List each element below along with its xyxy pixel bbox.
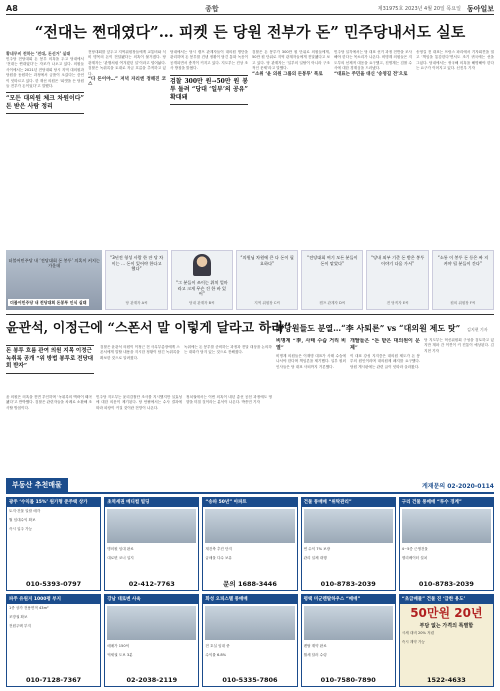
ad-3-building-photo — [205, 509, 294, 543]
ad-1-line-2: 월 임대수익 확보 — [9, 518, 36, 522]
ad-2[interactable] — [104, 497, 199, 591]
issue-meta: 제31975호 2023년 4월 20일 목요일 — [377, 6, 461, 12]
top-col-3 — [170, 50, 248, 250]
top-col-4-text: 검찰은 돈 봉투가 300만 원 단위로 의원들에게, 50만 원 단위로 지역 관계자들에게 전달됐다고 보고 있다. 당 관계자는 ‘일부의 일탈이 아니라 구조적인 문제’라고 말했다. — [252, 50, 330, 71]
right-col-1 — [276, 338, 346, 472]
photo-caption: 더불어민주당 내 ‘전당대회 돈 봉투’ 의혹이 커지는 가운데 — [8, 258, 100, 269]
ad-8-phone: 010-5335-7806 — [222, 676, 278, 684]
ad-6-line-2: 조망권 확보 — [9, 614, 28, 619]
ad-2-title: 초역세권 메디컬 빌딩 — [105, 498, 198, 507]
top-col-1-text: 민주당 전당대회 돈 봉투 의혹을 두고 당내에서 ‘전대는 쩐대였다’는 자조가 나오고 있다. 의원들 사이에서는 2021년 전당대회 당시 지역 대의원과 당원을 동원하는 과정에서 금품이 오갔다는 증언이 잇따르고 있다. 한 재선 의원은 ‘피켓을 든 당원들 전부가 돈이었다’고 말했다. — [6, 57, 84, 89]
ad-4-line-2: 관리 일체 대행 — [303, 556, 327, 560]
ad-9-building-photo — [304, 606, 393, 640]
top-subhead-1: “모든 대의원 체크 차원이다” 돈 받은 사람 정리 — [6, 92, 84, 114]
ad-6[interactable] — [6, 594, 101, 688]
top-minihead-1: “다 돈이야…” 저녁 자리엔 정해진 코스 — [88, 77, 166, 88]
top-col-6 — [416, 50, 494, 250]
promo-phone: 1522-4633 — [426, 676, 466, 684]
right-col-2 — [350, 338, 420, 472]
ad-9-phone: 010-7580-7890 — [320, 676, 376, 684]
ad-5-line-2: 엘리베이터 설치 — [401, 556, 428, 560]
ad-3-line-2: 급매물 다수 보유 — [205, 556, 232, 560]
ad-10-line-2: 즉시 계약 가능 — [401, 639, 425, 644]
ad-5[interactable] — [399, 497, 494, 591]
ad-10-line-1: 시세 대비 20% 저렴 — [401, 630, 435, 635]
ad-2-line-1: 병의원 임대 완료 — [107, 547, 134, 551]
ad-8-title: 화성 오피스텔 통매매 — [203, 595, 296, 604]
ad-9-line-2: 월세 달러 수령 — [303, 652, 327, 657]
quote-text-4: “전당대회 여기 모든 분들이 돈이 맡았다” — [307, 255, 358, 266]
page-header — [6, 3, 494, 15]
realestate-title: 부동산 추천매물 — [6, 478, 68, 492]
quote-source-3: 지역 위원장 C씨 — [254, 301, 280, 305]
ad-8-line-1: 전 호실 임대 중 — [205, 643, 230, 648]
top-minihead-3: “대표는 주민을 대신 ‘송영길 전’으로 — [334, 71, 408, 77]
ad-7-line-2: 역세권 도보 3분 — [107, 652, 133, 657]
promo-number: 50만원 20년 — [410, 605, 483, 620]
quote-box-4 — [301, 250, 363, 310]
top-col-2 — [88, 50, 166, 250]
ad-3-line-1: 재건축 추진 단지 — [205, 547, 232, 551]
top-byline: 황네무비 전하는 ‘전대, 돈선거’ 실태 — [6, 51, 71, 56]
ad-4-title: 건물 통매매 “위탁관리” — [302, 498, 395, 507]
ad-7-phone: 02-2038-2119 — [126, 676, 178, 684]
ad-9-line-1: 렌탈 계약 완료 — [303, 643, 327, 648]
photo-tag: 더불어민주당 내 전당대회 돈봉투 인식 실태 — [10, 300, 87, 305]
promo-line: 부담 없는 가격의 특별함 — [419, 622, 474, 629]
quote-box-5 — [366, 250, 428, 310]
ad-3-phone: 문의 1688-3446 — [223, 579, 277, 588]
quote-box-2 — [171, 250, 233, 310]
ad-7-building-photo — [107, 606, 196, 640]
realestate-contact: 게재문의 02-2020-0114 — [421, 482, 494, 490]
second-col-3: 정치권에서는 이번 의혹이 내년 총선 공천 과정에도 영향을 미칠 것이라는 분석이 나온다. 박종민 기자 — [186, 395, 272, 405]
top-minihead-2: “소위 ‘윤 의원 그룹의 돈봉투’ 폭로 — [252, 71, 323, 77]
quote-source-1: 당 관계자 A씨 — [125, 301, 148, 305]
right-subhead-2: 개딸들은 “돈 받은 대의원이 문제” — [350, 338, 420, 351]
quote-source-5: 전 당직자 E씨 — [386, 301, 409, 305]
ad-8[interactable] — [202, 594, 297, 688]
ad-5-phone: 010-8783-2039 — [418, 579, 474, 588]
ad-6-phone: 010-7128-7367 — [26, 676, 82, 684]
second-col-a2: 녹취에는 돈 봉투를 준비하는 과정과 전달 대상을 논의하는 대화가 담겨 있는 것으로 전해졌다. — [184, 345, 272, 355]
ad-1[interactable] — [6, 497, 101, 591]
ad-6-line-3: 전원주택 부지 — [9, 623, 31, 628]
second-col-a1: 검찰은 윤관석 의원이 이정근 전 사무부총장에게 스폰서에게 말할 내용을 지시한 정황이 담긴 녹취록을 확보한 것으로 알려졌다. — [100, 345, 180, 360]
right-article-body — [276, 338, 494, 472]
quote-text-3: “의원님 차원에 큰 다 돈이 필요하다” — [240, 255, 294, 266]
ad-4[interactable] — [301, 497, 396, 591]
ad-1-phone: 010-5393-0797 — [26, 579, 82, 588]
ad-6-line-1: 1종 상가 전용면적 43m² — [9, 605, 49, 610]
ad-10-promo[interactable] — [399, 594, 494, 688]
top-col-5 — [334, 50, 412, 250]
top-subhead-2: 검찰 300만 원→50만 원 봉투 돌려 “당대 ‘일부’의 공유” 확대돼 — [170, 75, 248, 105]
second-subhead: 돈 봉투 흐름 관여 의원 지목 이정근 녹취록 공개 “위 방법 봉투로 전당대회 받자” — [6, 345, 94, 374]
top-col-5-text: 민주당 일각에서는 당 대표 선거 과정 전반을 조사해야 한다는 목소리가 나온다. 비명계 의원들은 지도부의 선제적 대응을 요구했고, 친명계는 검찰 수사에 대한 경계심을 드러냈다. — [334, 50, 412, 71]
ad-8-line-2: 수익률 6.8% — [205, 652, 227, 657]
top-col-6-text: 송영길 전 대표는 프랑스 파리에서 기자회견을 열고 ‘책임을 통감한다’면서도 조기 귀국에는 선을 그었다. 당내에서는 귀국해 의혹을 해명해야 한다는 요구가 이어지고 있다. 신진우 기자 — [416, 50, 494, 71]
top-col-4 — [252, 50, 330, 250]
quote-text-2: “그 분들이 쓰이는 위치 얼마라고 크게 무슨 건 한 바 있어” — [175, 280, 228, 296]
top-col-1 — [6, 50, 84, 250]
ad-1-title: 광주 ‘수익률 15%’ 원가형 준주택 상가 — [7, 498, 100, 507]
right-col-3-text: 당 지도부는 혁신위원회 구성을 검토하고 있지만 계파 간 이견이 커 진통이 예상된다. 김지현 기자 — [424, 338, 494, 353]
ad-5-line-1: 4~5층 근생건물 — [401, 547, 428, 551]
right-col-1-text: 비명계 의원들은 이재명 대표가 사태 수습에 나서야 한다며 책임론을 제기했다. 일부 원외 인사들은 당 대표 사퇴까지 거론했다. — [276, 354, 346, 369]
quote-source-2: 당내 관계자 B씨 — [189, 301, 215, 305]
realestate-header — [6, 478, 494, 494]
right-subhead-1: 비명계 “李, 사태 수습 거리 비열” — [276, 338, 346, 351]
ad-2-building-photo — [107, 509, 196, 543]
second-col-2: 민주당 지도부는 윤리감찰단 조사를 지시했지만 실효성에 대한 의문이 제기된다. 당 안팎에서는 수사 결과에 따라 파장이 커질 것이란 전망이 나온다. — [96, 395, 182, 410]
quote-text-6: “소통 이 봉투 돈 등은 짜 지켜야 될 분들이 간다” — [437, 255, 489, 266]
ad-7[interactable] — [104, 594, 199, 688]
second-col-1: 윤 의원은 의혹을 전면 부인하며 ‘녹취록의 맥락이 왜곡됐다’고 반박했다. 검찰은 관련자들을 차례로 소환해 조사할 방침이다. — [6, 395, 92, 410]
quote-text-1: “3년전 형성 사람 한 잔 당 차이는 … 돈이 있어야 한다고 했다” — [109, 255, 164, 271]
quote-box-3 — [236, 250, 298, 310]
right-headline-text: 野당원들도 분열…“李 사퇴론” vs “대의원 제도 탓” — [276, 323, 461, 333]
ad-4-building-photo — [304, 509, 393, 543]
newspaper-brand: 동아일보 — [466, 3, 494, 13]
top-col-3-text: 당내에서는 당시 캠프 관계자들이 대의원 명단을 관리하며 돈 봉투를 건넨 정황이 담긴 통화 녹음이 공개되면서 충격이 커지고 있다. 지도부는 진상 조사 방침을 밝혔다. — [170, 50, 248, 71]
section-name: 종합 — [205, 4, 219, 13]
ad-1-line-1: 토지·건물 일괄 매각 — [9, 509, 41, 513]
realestate-ad-grid — [6, 497, 494, 687]
quote-source-6: 원외 위원장 F씨 — [450, 301, 476, 305]
right-col-3 — [424, 338, 494, 472]
second-article-body — [6, 395, 272, 472]
ad-9-title: 평택 미군렌탈하우스 “매매” — [302, 595, 395, 604]
ad-7-line-1: 매매가 150억 — [107, 643, 130, 648]
realestate-section — [6, 478, 494, 688]
ad-9[interactable] — [301, 594, 396, 688]
ad-4-line-1: 연 수익 7% 보장 — [303, 547, 331, 551]
ad-5-title: 구리 건물 통매매 “투수 경계” — [400, 498, 493, 507]
page-number: A8 — [6, 4, 18, 13]
second-headline: 윤관석, 이정근에 “스폰서 말 이렇게 달라고 하라” — [6, 321, 292, 336]
section-divider — [6, 314, 494, 315]
ad-2-line-2: 대로변 코너 입지 — [107, 556, 134, 560]
quote-box-1 — [105, 250, 167, 310]
ad-4-phone: 010-8783-2039 — [320, 579, 376, 588]
top-col-2-text: 전당대회를 앞두고 지역위원장들에게 교통비와 식비 명목의 돈이 전달됐다는 의혹이 불거졌다. 당 관계자는 ‘관행처럼 여겨졌던 일’이라고 털어놨다. 검찰은 녹취록을 토대로 자금 흐름을 추적하고 있다. — [88, 50, 166, 76]
news-photo — [6, 250, 102, 310]
ad-6-title: 파주 유원지 1000평 부지 — [7, 595, 100, 604]
right-headline — [276, 320, 494, 336]
right-col-2-text: 이 대표 강성 지지층은 대의원 제도가 돈 봉투의 원인이라며 대의원제 폐지를 요구했다. 당원 게시판에는 관련 글이 잇따라 올라왔다. — [350, 354, 420, 369]
quote-text-5: “당내 외부 기준 돈 받은 봉투 이야기 다음 가서” — [370, 255, 425, 266]
ad-3-title: “송파 50년” 아파트 — [203, 498, 296, 507]
ad-8-building-photo — [205, 606, 294, 640]
main-headline: “전대는 쩐대였다”… 피켓 든 당원 전부가 돈” 민주당내서도 실토 — [34, 23, 466, 41]
quote-box-6 — [432, 250, 494, 310]
ad-10-title: “초급매물” 건물 진 ‘급한 용도’ — [400, 595, 493, 604]
ad-1-line-3: 즉시 입주 가능 — [9, 527, 33, 531]
ad-3[interactable] — [202, 497, 297, 591]
portrait-photo — [193, 254, 211, 276]
ad-2-phone: 02-412-7763 — [128, 579, 175, 588]
ad-7-title: 강남 대로변 사옥 — [105, 595, 198, 604]
quote-source-4: 캠프 관계자 D씨 — [319, 301, 346, 305]
photo-strip — [6, 250, 494, 310]
ad-5-building-photo — [402, 509, 491, 543]
top-article-body — [6, 50, 494, 250]
right-credit: 김지현 기자 — [467, 327, 488, 332]
